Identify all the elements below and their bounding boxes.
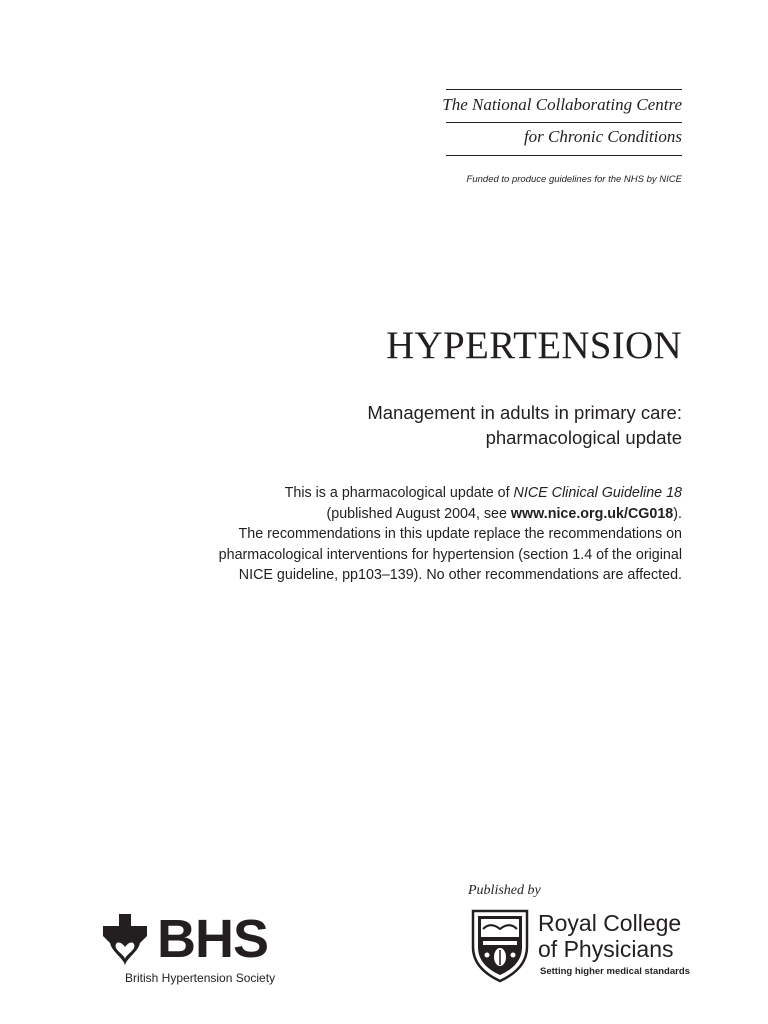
rcp-crest-icon bbox=[469, 907, 531, 983]
nice-url-link[interactable]: www.nice.org.uk/CG018 bbox=[510, 505, 674, 522]
body-line5: NICE guideline, pp103–139). No other recommendations are affected. bbox=[238, 567, 682, 584]
body-line4: pharmacological interventions for hypertension (section 1.4 of the original bbox=[218, 546, 682, 563]
bhs-full-name: British Hypertension Society bbox=[125, 971, 276, 985]
page-title: HYPERTENSION bbox=[386, 324, 682, 367]
published-by-label: Published by bbox=[468, 883, 541, 898]
body-line2 bbox=[162, 504, 682, 525]
body-line2-text: (published August 2004, see bbox=[326, 505, 511, 522]
update-description bbox=[162, 483, 682, 586]
rcp-name-line1: Royal College bbox=[538, 910, 682, 936]
rcp-name-line2: of Physicians bbox=[538, 936, 674, 962]
subtitle-line2: pharmacological update bbox=[485, 427, 682, 448]
subtitle-line1: Management in adults in primary care: bbox=[367, 402, 682, 423]
body-line1 bbox=[162, 483, 682, 504]
funded-note: Funded to produce guidelines for the NHS by NICE bbox=[466, 174, 682, 185]
bhs-heart-icon bbox=[97, 912, 153, 968]
org-name-line2: for Chronic Conditions bbox=[523, 127, 682, 146]
rcp-name bbox=[538, 910, 681, 962]
header-rule-middle bbox=[446, 122, 682, 123]
org-name-line1: The National Collaborating Centre bbox=[442, 95, 682, 114]
subtitle bbox=[262, 400, 682, 450]
guideline-reference: NICE Clinical Guideline 18 bbox=[513, 485, 682, 501]
header-rule-top bbox=[446, 89, 682, 90]
body-line3: The recommendations in this update replace the recommendations on bbox=[238, 526, 682, 543]
body-line1-text: This is a pharmacological update of bbox=[284, 485, 514, 501]
body-line2-suffix: ). bbox=[673, 505, 682, 522]
bhs-acronym: BHS bbox=[157, 909, 269, 969]
rcp-tagline: Setting higher medical standards bbox=[540, 966, 690, 977]
header-rule-bottom bbox=[446, 155, 682, 156]
